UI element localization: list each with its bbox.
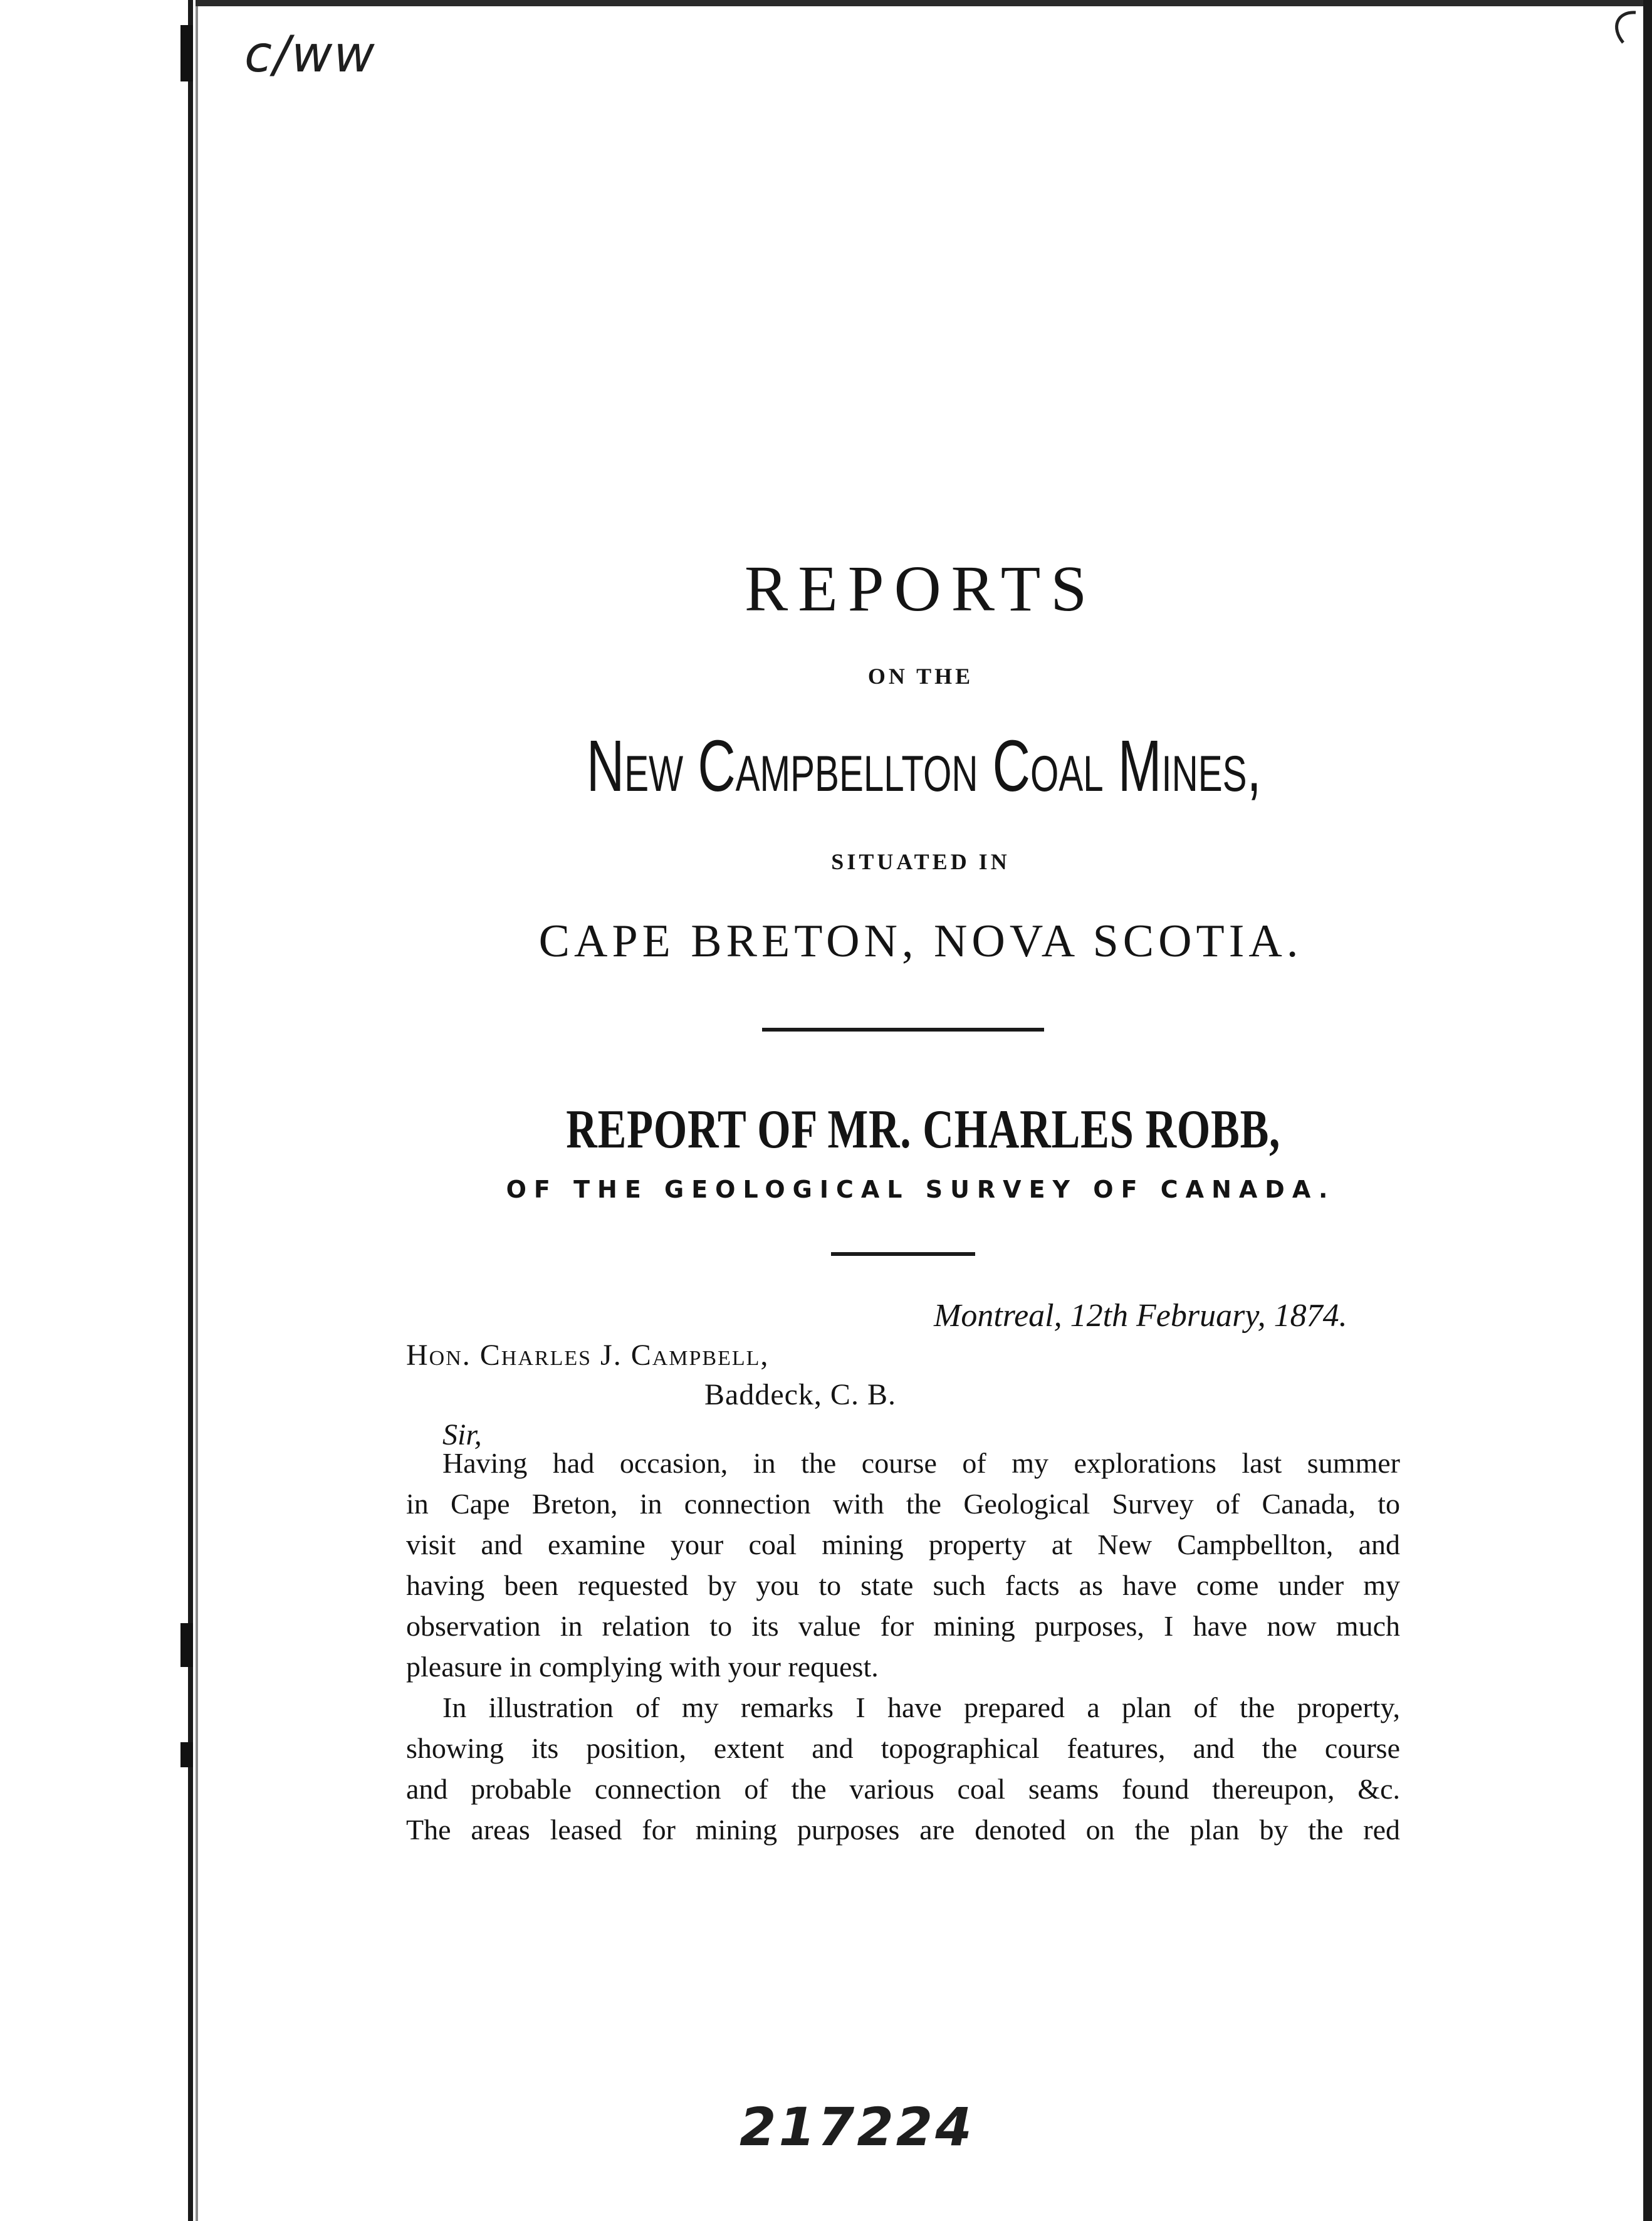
body-line: Having had occasion, in the course of my explorations last summer	[442, 1447, 1400, 1479]
body-line: in Cape Breton, in connection with the Geological Survey of Canada, to	[406, 1488, 1400, 1520]
title-on-the: ON THE	[867, 664, 974, 689]
body-line: and probable connection of the various coal seams found thereupon, &c.	[406, 1773, 1400, 1805]
letter-addressee: Hon. Charles J. Campbell,	[406, 1339, 770, 1372]
body-line: observation in relation to its value for mining purposes, I have now much	[406, 1610, 1400, 1642]
report-affiliation: OF THE GEOLOGICAL SURVEY OF CANADA.	[506, 1176, 1336, 1203]
letter-place: Baddeck, C. B.	[704, 1378, 896, 1411]
report-heading: REPORT OF MR. CHARLES ROBB,	[566, 1099, 1281, 1160]
binding-notch	[180, 1623, 193, 1667]
body-line: In illustration of my remarks I have prepared a plan of the property,	[442, 1691, 1400, 1723]
handwritten-accession-number: 217224	[740, 2096, 975, 2158]
binding-edge	[188, 0, 193, 2221]
top-page-edge	[196, 0, 1643, 6]
handwritten-catalog-mark: c/ww	[244, 25, 376, 83]
title-situated-in: SITUATED IN	[831, 849, 1010, 874]
binding-notch	[180, 1742, 193, 1767]
body-line: having been requested by you to state such facts as have come under my	[406, 1569, 1400, 1601]
letter-dateline: Montreal, 12th February, 1874.	[934, 1298, 1347, 1334]
binding-shadow	[196, 0, 198, 2221]
body-line: The areas leased for mining purposes are denoted on the plan by the red	[406, 1814, 1400, 1846]
divider-rule-short	[831, 1252, 975, 1256]
title-mines: New Campbellton Coal Mines,	[586, 725, 1262, 807]
body-line: visit and examine your coal mining property at New Campbellton, and	[406, 1529, 1400, 1560]
binding-notch	[180, 25, 193, 81]
right-page-edge	[1643, 0, 1652, 2221]
title-location: CAPE BRETON, NOVA SCOTIA.	[538, 916, 1303, 967]
corner-curl-mark	[1598, 9, 1642, 46]
body-line: showing its position, extent and topographical features, and the course	[406, 1732, 1400, 1764]
divider-rule	[762, 1028, 1044, 1032]
body-line: pleasure in complying with your request.	[406, 1651, 879, 1683]
title-reports: REPORTS	[744, 553, 1097, 625]
letter-salutation: Sir,	[442, 1418, 482, 1451]
